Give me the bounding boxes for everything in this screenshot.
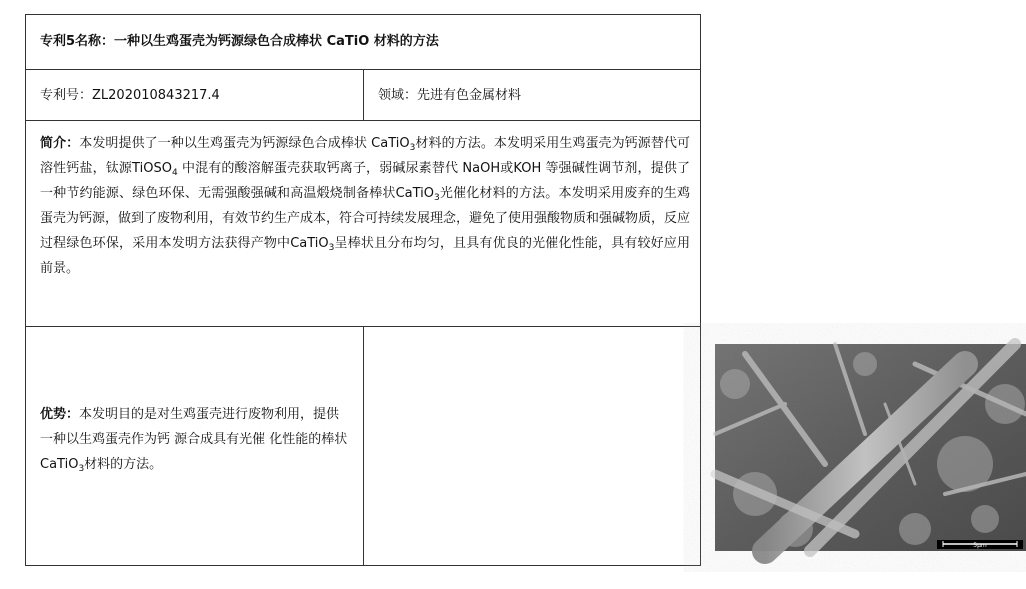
summary-row [26, 121, 700, 327]
summary-text [26, 121, 700, 326]
advantage-row [26, 327, 987, 565]
subscript: 3 [78, 464, 85, 474]
summary-part-3: 中混有的酸溶解蛋壳获取钙离子，弱碱尿素替代 NaOH或KOH 等强碱性调节剂，提供了一种节约能源、绿色环保、无需强酸强碱和高温煅烧制备棒状CaTiO [40, 161, 691, 201]
summary-part-4: 光催化材料的方法。本发明采用废弃的生鸡蛋壳为钙源，做到了废物利用，有效节约生产成本，符合可持续发展理念，避免了使用强酸物质和强碱物质，反应过程绿色环保，采用本发明方法获得产物中CaTiO [40, 186, 691, 251]
summary-part-2: 材料的方法。本发明采用生鸡蛋壳为钙源替代可溶性钙盐，钛源TiOSO [40, 136, 690, 176]
summary-part-5: 呈棒状且分布均匀，且具有优良的光催化性能，具有较好应用前景。 [40, 236, 690, 276]
scale-label: 5μm [973, 542, 987, 549]
summary-label: 简介： [40, 136, 80, 151]
patent-number: 专利号：ZL202010843217.4 [26, 70, 364, 120]
image-cell [364, 327, 987, 565]
advantage-cell [26, 327, 364, 565]
summary-part-1: 本发明提供了一种以生鸡蛋壳为钙源绿色合成棒状 CaTiO [79, 136, 410, 151]
sem-image-svg [715, 344, 1026, 551]
scale-bar [937, 540, 1023, 549]
subscript: 3 [328, 243, 335, 253]
advantage-part-2: 材料的方法。 [84, 457, 163, 472]
patent-table [25, 14, 987, 566]
advantage-text [26, 402, 364, 477]
patent-field: 领域：先进有色金属材料 [378, 88, 522, 103]
subscript: 3 [434, 193, 440, 203]
meta-row [26, 70, 700, 121]
subscript: 4 [171, 168, 178, 178]
patent-title: 专利5名称：一种以生鸡蛋壳为钙源绿色合成棒状 CaTiO 材料的方法 [40, 34, 439, 49]
subscript: 3 [409, 143, 416, 153]
title-row [26, 15, 700, 70]
advantage-label: 优势： [40, 407, 80, 422]
advantage-part-1: 本发明目的是对生鸡蛋壳进行废物利用，提供一种以生鸡蛋壳作为钙 源合成具有光催 化性能的棒状 CaTiO [40, 407, 348, 472]
sem-micrograph [715, 344, 1026, 551]
